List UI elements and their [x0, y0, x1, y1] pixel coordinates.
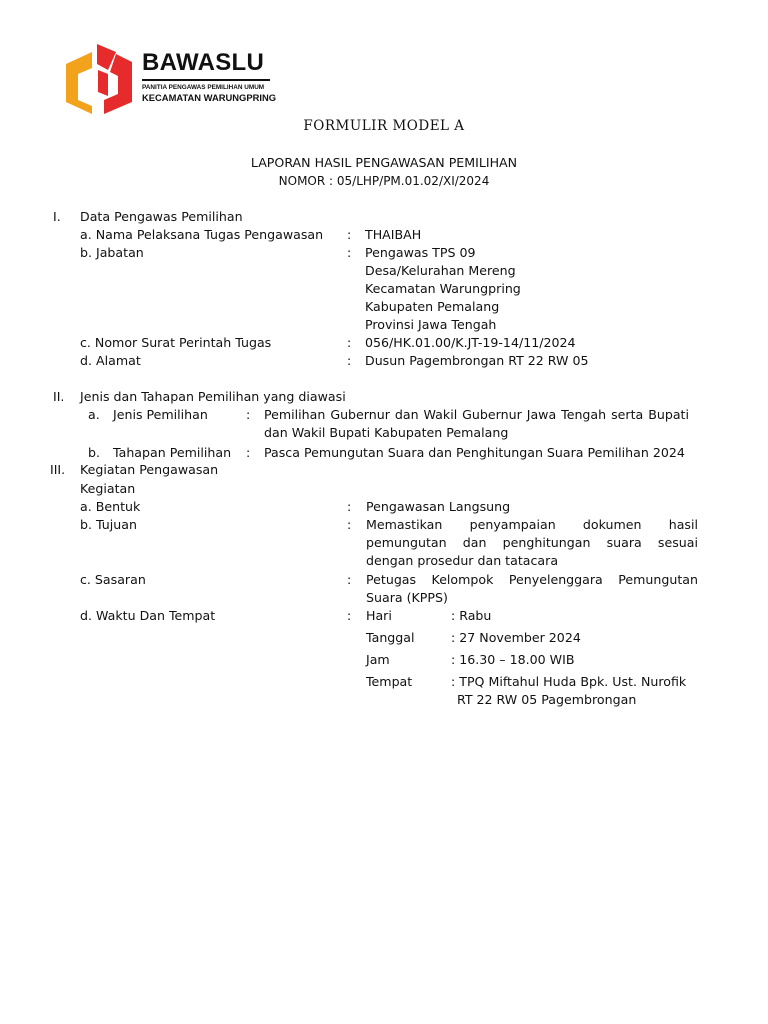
section-2-number: II. [53, 389, 65, 404]
section-1-title: Data Pengawas Pemilihan [80, 209, 243, 224]
field-value-tahapan-pemilihan: Pasca Pemungutan Suara dan Penghitungan Suara Pemilihan 2024 [264, 445, 685, 460]
field-value-jabatan-line: Provinsi Jawa Tengah [365, 317, 497, 332]
field-value-nama: THAIBAH [365, 227, 422, 242]
field-value-jabatan-line: Pengawas TPS 09 [365, 245, 476, 260]
colon: : [347, 499, 352, 514]
item-letter: a. [88, 407, 100, 422]
hari-label: Hari [366, 608, 392, 623]
colon: : [347, 335, 352, 350]
field-label-sasaran: c. Sasaran [80, 572, 146, 587]
field-value-jabatan-line: Kabupaten Pemalang [365, 299, 500, 314]
section-3-number: III. [50, 462, 66, 477]
field-label-jabatan: b. Jabatan [80, 245, 144, 260]
tempat-label: Tempat [366, 674, 413, 689]
colon: : [246, 407, 251, 422]
tanggal-label: Tanggal [366, 630, 415, 645]
field-value-sasaran: Petugas Kelompok Penyelenggara Pemungutan Suara (KPPS) [366, 572, 698, 605]
hari-value: : Rabu [451, 608, 492, 623]
field-label-tahapan-pemilihan: Tahapan Pemilihan [113, 445, 232, 460]
colon: : [347, 517, 352, 532]
colon: : [347, 245, 352, 260]
field-label-tujuan: b. Tujuan [80, 517, 137, 532]
section-1-number: I. [53, 209, 61, 224]
field-label-alamat: d. Alamat [80, 353, 141, 368]
field-value-jabatan-line: Desa/Kelurahan Mereng [365, 263, 516, 278]
tanggal-value: : 27 November 2024 [451, 630, 581, 645]
section-3-title: Kegiatan Pengawasan [80, 462, 219, 477]
field-label-jenis-pemilihan: Jenis Pemilihan [113, 407, 208, 422]
field-label-nama: a. Nama Pelaksana Tugas Pengawasan [80, 227, 324, 242]
colon: : [347, 572, 352, 587]
tempat-value-line-2: RT 22 RW 05 Pagembrongan [457, 692, 637, 707]
colon: : [347, 608, 352, 623]
section-3-subtitle: Kegiatan [80, 481, 136, 496]
report-title: LAPORAN HASIL PENGAWASAN PEMILIHAN [250, 155, 518, 170]
field-label-waktu-tempat: d. Waktu Dan Tempat [80, 608, 216, 623]
field-label-bentuk: a. Bentuk [80, 499, 141, 514]
field-value-jabatan-line: Kecamatan Warungpring [365, 281, 521, 296]
field-value-nomor-surat: 056/HK.01.00/K.JT-19-14/11/2024 [365, 335, 576, 350]
item-letter: b. [88, 445, 100, 460]
brand-name: BAWASLU [142, 49, 265, 76]
field-label-nomor-surat: c. Nomor Surat Perintah Tugas [80, 335, 272, 350]
brand-divider [142, 79, 270, 81]
form-title: FORMULIR MODEL A [303, 118, 465, 134]
field-value-alamat: Dusun Pagembrongan RT 22 RW 05 [365, 353, 589, 368]
section-2-title: Jenis dan Tahapan Pemilihan yang diawasi [80, 389, 346, 404]
jam-label: Jam [366, 652, 390, 667]
field-value-bentuk: Pengawasan Langsung [366, 499, 511, 514]
tempat-value-line-1: : TPQ Miftahul Huda Bpk. Ust. Nurofik [451, 674, 687, 689]
colon: : [347, 227, 352, 242]
report-number: NOMOR : 05/LHP/PM.01.02/XI/2024 [278, 174, 490, 188]
colon: : [246, 445, 251, 460]
colon: : [347, 353, 352, 368]
field-value-tujuan: Memastikan penyampaian dokumen hasil pemungutan dan penghitungan suara sesuai dengan prosedur dan tatacara [366, 517, 698, 568]
brand-subtitle-2: KECAMATAN WARUNGPRING [142, 92, 277, 103]
brand-subtitle-1: PANITIA PENGAWAS PEMILIHAN UMUM [142, 84, 265, 91]
field-value-jenis-pemilihan: Pemilihan Gubernur dan Wakil Gubernur Jawa Tengah serta Bupati dan Wakil Bupati Kabupaten Pemalang [264, 407, 689, 440]
jam-value: : 16.30 – 18.00 WIB [451, 652, 575, 667]
